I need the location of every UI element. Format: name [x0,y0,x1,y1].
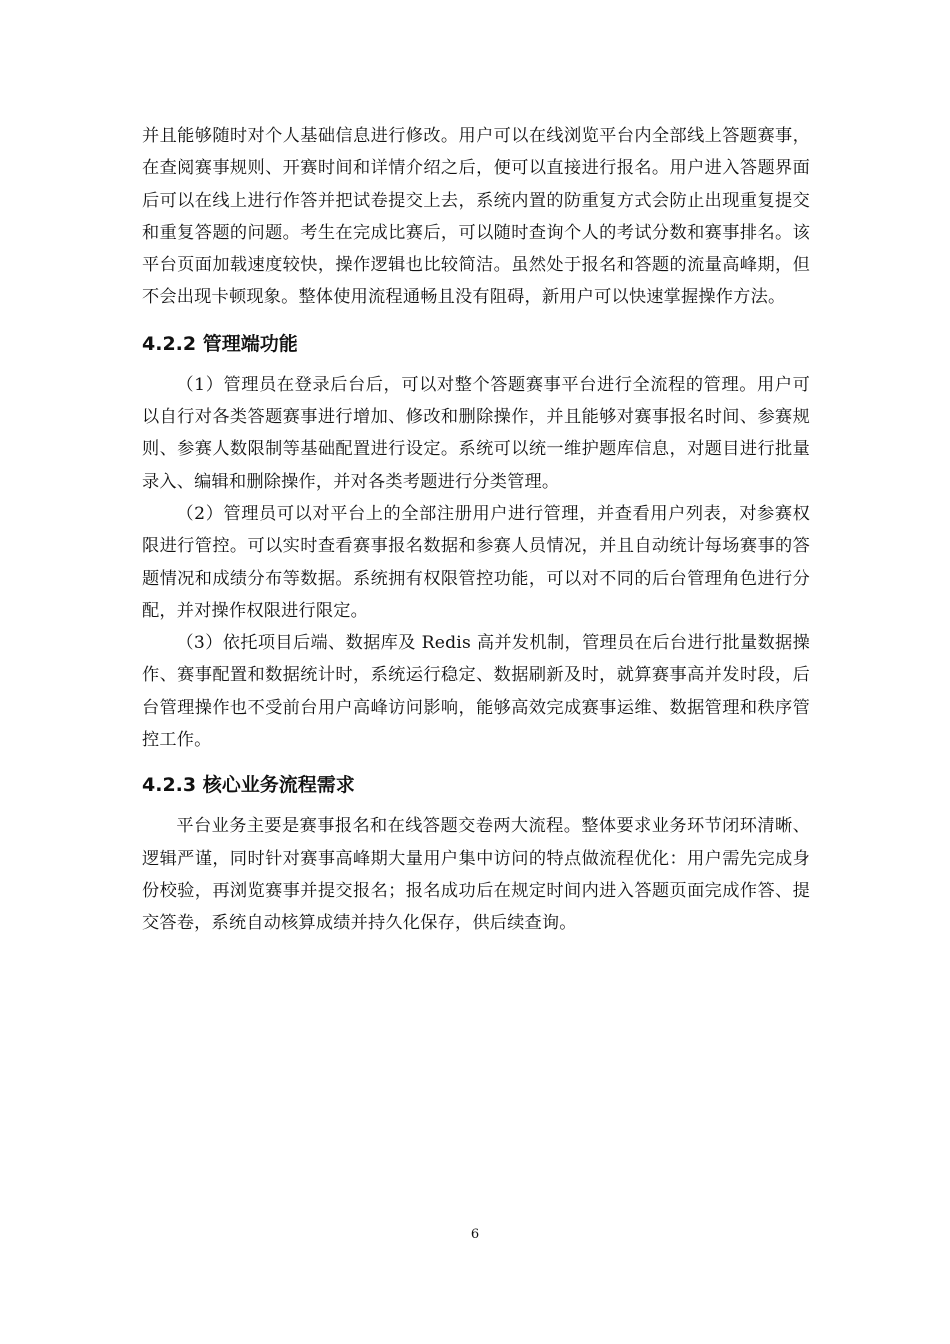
admin-paragraph-1: （1）管理员在登录后台后，可以对整个答题赛事平台进行全流程的管理。用户可以自行对各类答题赛事进行增加、修改和删除操作，并且能够对赛事报名时间、参赛规则、参赛人数限制等基础配置进行设定。系统可以统一维护题库信息，对题目进行批量录入、编辑和删除操作，并对各类考题进行分类管理。 [142,374,810,492]
section-heading-4-2-2: 4.2.2 管理端功能 [142,332,298,355]
intro-paragraph: 并且能够随时对个人基础信息进行修改。用户可以在线浏览平台内全部线上答题赛事，在查阅赛事规则、开赛时间和详情介绍之后，便可以直接进行报名。用户进入答题界面后可以在线上进行作答并把试卷提交上去，系统内置的防重复方式会防止出现重复提交和重复答题的问题。考生在完成比赛后，可以随时查询个人的考试分数和赛事排名。该平台页面加载速度较快，操作逻辑也比较简洁。虽然处于报名和答题的流量高峰期，但不会出现卡顿现象。整体使用流程通畅且没有阻碍，新用户可以快速掌握操作方法。 [142,126,810,308]
core-flow-paragraph: 平台业务主要是赛事报名和在线答题交卷两大流程。整体要求业务环节闭环清晰、逻辑严谨，同时针对赛事高峰期大量用户集中访问的特点做流程优化：用户需先完成身份校验，再浏览赛事并提交报名；报名成功后在规定时间内进入答题页面完成作答、提交答卷，系统自动核算成绩并持久化保存，供后续查询。 [142,816,810,934]
page-number: 6 [470,1227,480,1242]
section-heading-4-2-3: 4.2.3 核心业务流程需求 [142,774,355,797]
page-body [142,120,810,940]
admin-paragraph-2: （2）管理员可以对平台上的全部注册用户进行管理，并查看用户列表，对参赛权限进行管控。可以实时查看赛事报名数据和参赛人员情况，并且自动统计每场赛事的答题情况和成绩分布等数据。系统拥有权限管控功能，可以对不同的后台管理角色进行分配，并对操作权限进行限定。 [142,503,810,621]
admin-paragraph-3: （3）依托项目后端、数据库及 Redis 高并发机制，管理员在后台进行批量数据操作、赛事配置和数据统计时，系统运行稳定、数据刷新及时，就算赛事高并发时段，后台管理操作也不受前台用户高峰访问影响，能够高效完成赛事运维、数据管理和秩序管控工作。 [142,633,810,751]
